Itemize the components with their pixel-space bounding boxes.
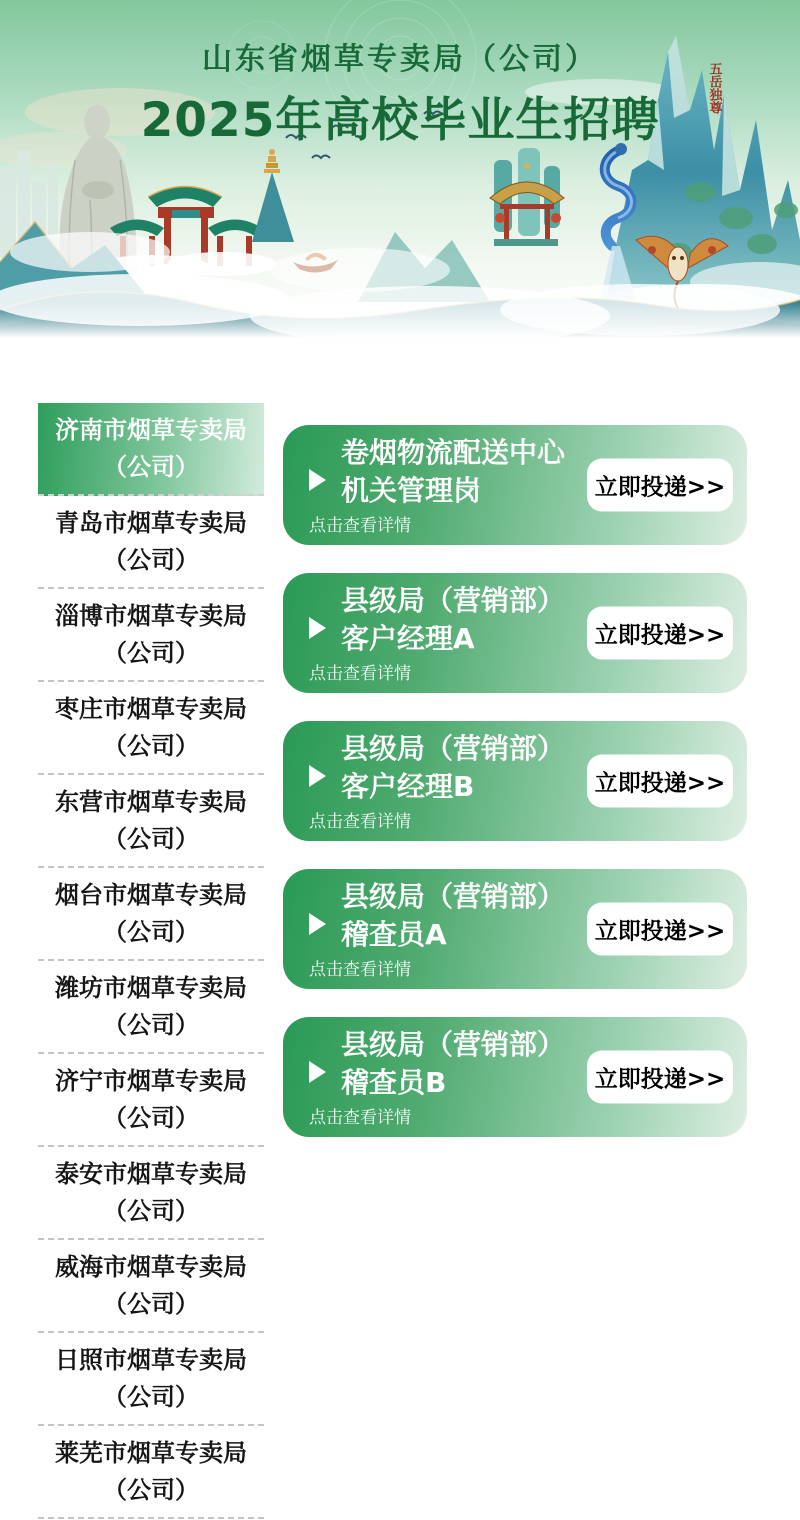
bureau-name-line1: 东营市烟草专卖局 — [55, 787, 247, 816]
sidebar — [38, 403, 264, 1519]
bureau-name-line1: 潍坊市烟草专卖局 — [55, 973, 247, 1002]
sidebar-item-5[interactable] — [38, 775, 264, 868]
job-card-5[interactable] — [283, 1017, 747, 1137]
bureau-name-line1: 泰安市烟草专卖局 — [55, 1159, 247, 1188]
sidebar-item-4[interactable] — [38, 682, 264, 775]
sidebar-item-8[interactable] — [38, 1054, 264, 1147]
sidebar-item-6[interactable] — [38, 868, 264, 961]
job-title-line1: 县级局（营销部） — [341, 1028, 566, 1061]
bureau-name-line2: （公司） — [103, 1289, 199, 1318]
job-card-3[interactable] — [283, 721, 747, 841]
sidebar-item-9[interactable] — [38, 1147, 264, 1240]
job-list — [283, 425, 747, 1165]
bureau-name-line2: （公司） — [103, 1382, 199, 1411]
bureau-name-line2: （公司） — [103, 731, 199, 760]
sidebar-item-1[interactable] — [38, 403, 264, 496]
bureau-name-line1: 济南市烟草专卖局 — [55, 415, 247, 444]
bureau-name-line2: （公司） — [103, 638, 199, 667]
play-triangle-icon — [309, 469, 326, 491]
job-title-line2: 机关管理岗 — [341, 474, 482, 507]
apply-button[interactable]: 立即投递>> — [587, 1051, 733, 1104]
bureau-name-line1: 枣庄市烟草专卖局 — [55, 694, 247, 723]
sidebar-item-12[interactable] — [38, 1426, 264, 1519]
apply-button[interactable]: 立即投递>> — [587, 607, 733, 660]
content-area — [0, 338, 800, 1519]
job-title-line1: 县级局（营销部） — [341, 880, 566, 913]
banner — [0, 0, 800, 338]
job-title-line2: 稽查员B — [341, 1066, 447, 1099]
sidebar-item-2[interactable] — [38, 496, 264, 589]
bureau-name-line2: （公司） — [103, 824, 199, 853]
bureau-name-line2: （公司） — [103, 917, 199, 946]
bureau-name-line2: （公司） — [103, 545, 199, 574]
bureau-name-line2: （公司） — [103, 452, 199, 481]
play-triangle-icon — [309, 617, 326, 639]
job-title-line1: 县级局（营销部） — [341, 732, 566, 765]
bureau-name-line2: （公司） — [103, 1475, 199, 1504]
banner-title-line1: 山东省烟草专卖局（公司） — [202, 42, 598, 77]
bureau-name-line1: 莱芜市烟草专卖局 — [55, 1438, 247, 1467]
bureau-name-line2: （公司） — [103, 1196, 199, 1225]
apply-button[interactable]: 立即投递>> — [587, 459, 733, 512]
sidebar-item-10[interactable] — [38, 1240, 264, 1333]
bureau-name-line2: （公司） — [103, 1010, 199, 1039]
bureau-name-line1: 日照市烟草专卖局 — [55, 1345, 247, 1374]
job-title-line2: 客户经理A — [341, 622, 475, 655]
bureau-name-line1: 威海市烟草专卖局 — [55, 1252, 247, 1281]
play-triangle-icon — [309, 765, 326, 787]
job-detail-hint: 点击查看详情 — [309, 664, 411, 684]
job-detail-hint: 点击查看详情 — [309, 516, 411, 536]
bureau-name-line1: 青岛市烟草专卖局 — [55, 508, 247, 537]
job-card-1[interactable] — [283, 425, 747, 545]
job-detail-hint: 点击查看详情 — [309, 960, 411, 980]
sidebar-item-7[interactable] — [38, 961, 264, 1054]
play-triangle-icon — [309, 913, 326, 935]
job-card-4[interactable] — [283, 869, 747, 989]
job-detail-hint: 点击查看详情 — [309, 812, 411, 832]
bureau-name-line1: 济宁市烟草专卖局 — [55, 1066, 247, 1095]
mountain-inscription: 五岳独尊 — [706, 62, 722, 114]
banner-title-line2: 2025年高校毕业生招聘 — [140, 93, 660, 148]
bureau-name-line2: （公司） — [103, 1103, 199, 1132]
bureau-name-line1: 淄博市烟草专卖局 — [55, 601, 247, 630]
job-card-2[interactable] — [283, 573, 747, 693]
sidebar-item-11[interactable] — [38, 1333, 264, 1426]
play-triangle-icon — [309, 1061, 326, 1083]
job-title-line2: 稽查员A — [341, 918, 447, 951]
apply-button[interactable]: 立即投递>> — [587, 755, 733, 808]
apply-button[interactable]: 立即投递>> — [587, 903, 733, 956]
sidebar-item-3[interactable] — [38, 589, 264, 682]
bureau-name-line1: 烟台市烟草专卖局 — [55, 880, 247, 909]
job-title-line1: 卷烟物流配送中心 — [341, 436, 566, 469]
job-detail-hint: 点击查看详情 — [309, 1108, 411, 1128]
banner-illustration — [0, 0, 800, 338]
job-title-line2: 客户经理B — [341, 770, 475, 803]
job-title-line1: 县级局（营销部） — [341, 584, 566, 617]
